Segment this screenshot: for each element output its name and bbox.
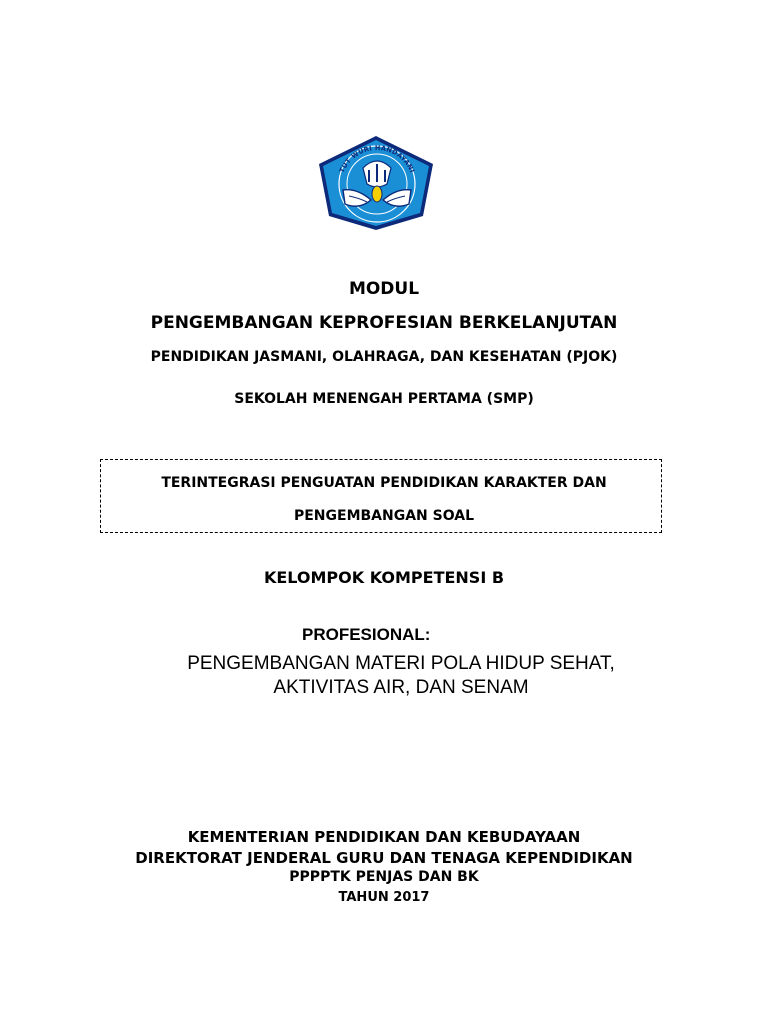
logo-motto: TUT WURI HANDAYANI xyxy=(337,143,417,175)
competency-type: PROFESIONAL: xyxy=(302,625,431,644)
material-line-1: PENGEMBANGAN MATERI POLA HIDUP SEHAT, xyxy=(187,653,615,674)
tut-wuri-handayani-logo xyxy=(313,134,439,232)
integrated-line-1: TERINTEGRASI PENGUATAN PENDIDIKAN KARAKTER DAN xyxy=(161,475,607,491)
school-level: SEKOLAH MENENGAH PERTAMA (SMP) xyxy=(234,391,534,407)
material-line-2: AKTIVITAS AIR, DAN SENAM xyxy=(273,677,529,698)
integrated-line-2: PENGEMBANGAN SOAL xyxy=(293,508,475,524)
program-title: PENGEMBANGAN KEPROFESIAN BERKELANJUTAN xyxy=(150,313,618,333)
publication-year: TAHUN 2017 xyxy=(338,890,430,905)
ministry-name: KEMENTERIAN PENDIDIKAN DAN KEBUDAYAAN xyxy=(187,828,581,846)
directorate-name: DIREKTORAT JENDERAL GURU DAN TENAGA KEPENDIDIKAN xyxy=(135,849,633,867)
competency-group: KELOMPOK KOMPETENSI B xyxy=(263,568,505,587)
subject-title: PENDIDIKAN JASMANI, OLAHRAGA, DAN KESEHATAN (PJOK) xyxy=(150,349,618,365)
institution-name: PPPPTK PENJAS DAN BK xyxy=(289,869,479,885)
modul-title: MODUL xyxy=(348,279,420,299)
